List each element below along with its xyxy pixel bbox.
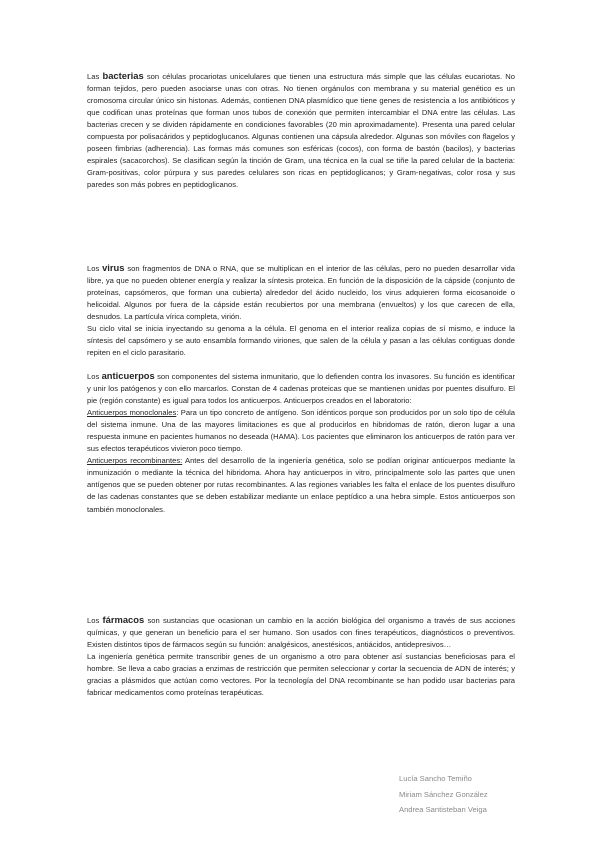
paragraph-virus [87,262,515,323]
paragraph-farmacos [87,614,515,651]
section-bacterias [87,70,515,191]
text-recombinantes: Antes del desarrollo de la ingeniería genética, solo se podían originar anticuerpos mediante la inmunización o mediante la técnica del hibridoma. Ahora hay anticuerpos in vitro, principalmente solo las partes que unen antígenos que se pueden obtener por rutas recombinantes. A las regiones variables les falta el enlace de los puentes disulfuro de las cadenas constantes que se deben estabilizar mediante un enlace peptídico a una hebra simple. Estos anticuerpos son también monoclonales. [87,456,515,514]
paragraph-recombinantes [87,455,515,515]
body-text: son células procariotas unicelulares que tienen una estructura más simple que las células eucariotas. No forman tejidos, pero pueden asociarse unas con otras. No tienen orgánulos con membrana y su material genético es un cromosoma circular único sin histonas. Además, contienen DNA plasmídico que tiene genes de resistencia a los antibióticos y que codifican unas proteínas que forman unos tubos de conexión que permiten intercambiar el DNA entre las células. Las bacterias crecen y se dividen rápidamente en condiciones favorables (20 min aproximadamente). Presenta una pared celular compuesta por polisacáridos y peptidoglucanos. Algunas contienen una cápsula alrededor. Algunas son móviles con flagelos y poseen fimbrias (adherencia). Las formas más comunes son esféricas (cocos), con forma de bastón (bacilos), y bacterias espirales (sacacorchos). Se clasifican según la tinción de Gram, una técnica en la cual se tiñe la pared celular de la bacteria: Gram-positivas, color púrpura y sus paredes celulares son ricas en peptidoglicanos; y Gram-negativas, color rosa y sus paredes son más pobres en peptidoglicanos. [87,72,515,190]
text-monoclonales: : Para un tipo concreto de antígeno. Son idénticos porque son producidos por un solo tipo de célula del sistema inmune. Una de las mayores limitaciones es que al producirlos en hibridomas de ratón, dieron lugar a una respuesta inmune en pacientes humanos no deseada (HAMA). Los pacientes que eliminaron los anticuerpos de ratón para ver sus efectos terapéuticos vivieron poco tiempo. [87,408,515,454]
lead-text: Las [87,72,103,81]
paragraph-virus-cycle: Su ciclo vital se inicia inyectando su genoma a la célula. El genoma en el interior realiza copias de sí mismo, e induce la síntesis del capsómero y se auto ensambla formando viriones, que salen de la célula y pasan a las células contiguas donde repiten en el ciclo parasitario. [87,324,515,358]
author-name: Miriam Sánchez González [399,789,488,799]
body-text: son sustancias que ocasionan un cambio en la acción biológica del organismo a través de sus acciones químicas, y que generan un beneficio para el ser humano. Son usados con fines terapéuticos, diagnósticos o preventivos. Existen distintos tipos de fármacos según su función: analgésicos, anestésicos, antiácidos, antidepresivos… [87,616,515,650]
section-anticuerpos [87,370,515,516]
section-farmacos [87,614,515,699]
paragraph-ingenieria-genetica: La ingeniería genética permite transcribir genes de un organismo a otro para obtener así sustancias beneficiosas para el hombre. Se lleva a cabo gracias a enzimas de restricción que permiten seleccionar y cortar la secuencia de ADN de interés; y gracias a plásmidos que actúan como vectores. Por la tecnología del DNA recombinante se han podido usar bacterias para fabricar medicamentos como proteínas terapéuticas. [87,652,515,698]
term-virus: virus [102,262,125,273]
lead-text: Los [87,616,103,625]
body-text: son componentes del sistema inmunitario, que lo defienden contra los invasores. Su función es identificar y unir los patógenos y con ello marcarlos. Constan de 4 cadenas proteicas que se mantienen unidas por puentes disulfuro. El pie (región constante) es igual para todos los anticuerpos. Anticuerpos creados en el laboratorio: [87,372,515,406]
authors-signature [399,771,549,818]
author-name: Lucía Sancho Temiño [399,774,472,783]
label-monoclonales: Anticuerpos monoclonales [87,408,177,418]
paragraph-anticuerpos [87,370,515,407]
body-text: son fragmentos de DNA o RNA, que se multiplican en el interior de las células, pero no pueden desarrollar vida libre, ya que no pueden obtener energía y realizar la síntesis proteica. En función de la disposición de la cápside (conjunto de proteínas, capsómeros, que forman una cubierta) alrededor del ácido nucleido, los virus adquieren forma eicosanoide o helicoidal. Algunos por fuera de la cápside están recubiertos por una membrana (envueltos) y los que carecen de ella, desnudos. La partícula vírica completa, virión. [87,264,515,322]
term-anticuerpos: anticuerpos [101,370,155,381]
author-name: Andrea Santisteban Veiga [399,805,487,814]
paragraph-monoclonales [87,407,515,455]
term-farmacos: fármacos [102,614,145,625]
lead-text: Los [87,372,102,381]
label-recombinantes: Anticuerpos recombinantes: [87,456,183,466]
term-bacterias: bacterias [102,70,144,81]
paragraph-bacterias [87,70,515,191]
lead-text: Los [87,264,103,273]
section-virus [87,262,515,359]
